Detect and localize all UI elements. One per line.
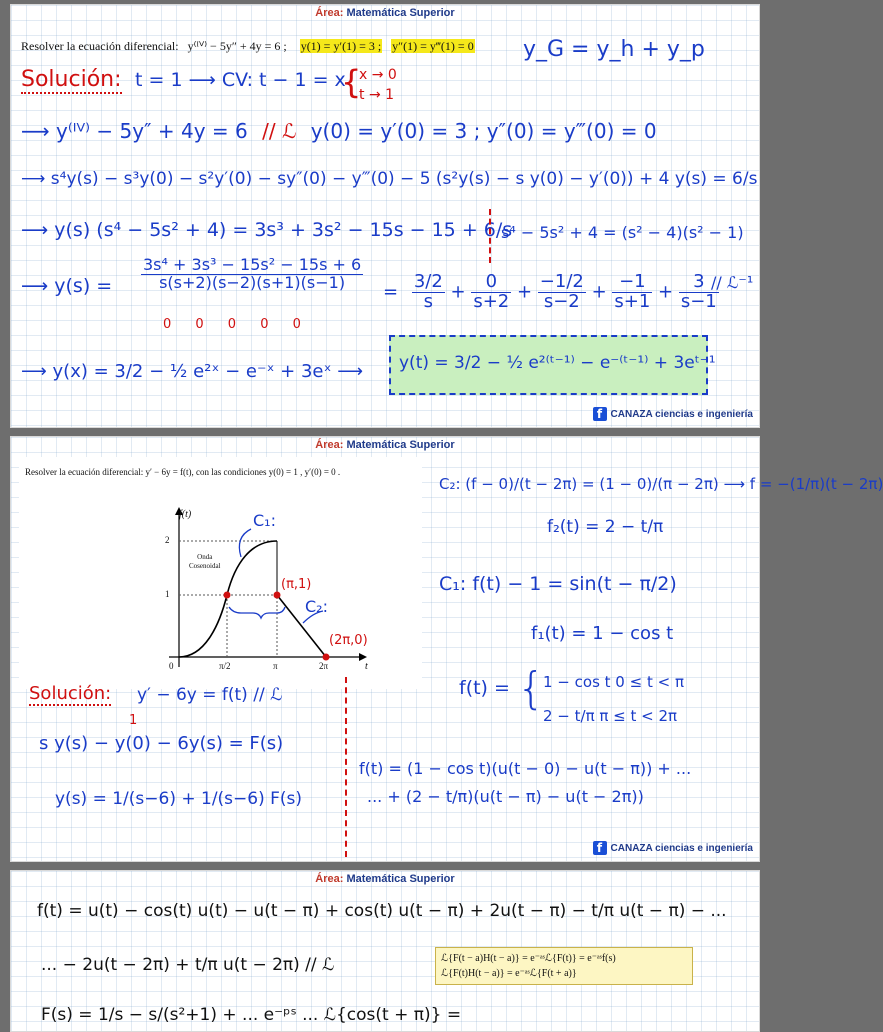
c2-equation: C₂: (f − 0)/(t − 2π) = (1 − 0)/(π − 2π) ⟶ f = −(1/π)(t − 2π): [439, 475, 883, 493]
general-solution: y_G = y_h + y_p: [523, 37, 705, 62]
brand-footer: f CANAZA ciencias e ingeniería: [593, 407, 753, 421]
facebook-icon: f: [593, 407, 607, 421]
area-header: Área: Matemática Superior: [315, 439, 455, 451]
function-graph: [19, 457, 422, 689]
y-axis-label: f(t): [179, 509, 192, 520]
sol-equation: y′ − 6y = f(t) // ℒ: [137, 685, 283, 705]
solucion-label: Solución:: [21, 67, 122, 92]
final-answer-box: [389, 335, 716, 395]
ft-expanded-1: f(t) = u(t) − cos(t) u(t) − u(t − π) + cos(t) u(t − π) + 2u(t − π) − t/π u(t − π) − ...: [37, 901, 727, 921]
tick-y-1: 1: [165, 589, 170, 599]
f2-equation: f₂(t) = 2 − t/π: [547, 517, 664, 537]
factor-side: s⁴ − 5s² + 4 = (s² − 4)(s² − 1): [501, 223, 744, 242]
brace-annotation: [229, 607, 285, 618]
ft-step-2: ... + (2 − t/π)(u(t − π) − u(t − 2π)): [367, 787, 644, 806]
c2-label: C₂:: [305, 597, 328, 616]
x-axis-label: t: [365, 661, 368, 672]
piece-2: 2 − t/π π ≤ t < 2π: [543, 707, 678, 725]
ys-label: ⟶ y(s) =: [21, 275, 113, 297]
solucion-label: Solución:: [29, 683, 112, 704]
ode-line: ⟶ y⁽ᴵⱽ⁾ − 5y″ + 4y = 6 // ℒ y(0) = y′(0) = 3 ; y″(0) = y‴(0) = 0: [21, 119, 657, 143]
partial-fractions: = $\frac{3/2}{s}$ + $\frac{0}{s+2}$ + $\frac{-1/2}{s-2}$ + $\frac{-1}{s+1}$ + $\frac{3}{s-1}$: [383, 271, 717, 312]
yx-solution: ⟶ y(x) = 3/2 − ½ e²ˣ − e⁻ˣ + 3eˣ ⟶: [21, 361, 363, 382]
x-axis-arrow: [359, 653, 367, 661]
f1-equation: f₁(t) = 1 − cos t: [531, 623, 674, 644]
tick-x-2pi: 2π: [319, 661, 329, 671]
area-header: Área: Matemática Superior: [315, 873, 455, 885]
point-2pi-0: [323, 654, 330, 661]
wave-label: Onda Cosenoidal: [189, 553, 221, 570]
slide-3: [10, 870, 760, 1032]
slide-2: [10, 436, 883, 862]
roots-marks: 0 0 0 0 0: [163, 317, 311, 332]
brand-footer: f CANAZA ciencias e ingeniería: [593, 841, 753, 855]
c1-equation: C₁: f(t) − 1 = sin(t − π/2): [439, 573, 677, 595]
tick-x-0: 0: [169, 661, 174, 671]
laplace-rules-box: ℒ{F(t − a)H(t − a)} = e⁻ᵃˢℒ{F(t)} = e⁻ᵃˢf(s) ℒ{F(t)H(t − a)} = e⁻ᵃˢℒ{F(t + a)}: [435, 947, 693, 985]
ft-expanded-2: ... − 2u(t − 2π) + t/π u(t − 2π) // ℒ: [41, 955, 335, 975]
laplace-step: s y(s) − y(0) − 6y(s) = F(s): [39, 733, 284, 754]
slide-1: [10, 4, 760, 428]
point-label-pi-1: (π,1): [281, 577, 312, 592]
divider-dashed: [489, 209, 491, 263]
point-pi2: [224, 592, 231, 599]
problem-statement: Resolver la ecuación diferencial: y⁽ᴵⱽ⁾ − 5y″ + 4y = 6 ; y(1) = y′(1) = 3 ; y″(1) = y‴(1) = 0: [21, 39, 474, 53]
area-header: Área: Matemática Superior: [315, 7, 455, 19]
change-of-variable: t = 1 ⟶ CV: t − 1 = x: [135, 69, 346, 91]
divider-dashed: [345, 677, 347, 857]
final-answer: y(t) = 3/2 − ½ e²⁽ᵗ⁻¹⁾ − e⁻⁽ᵗ⁻¹⁾ + 3eᵗ⁻¹: [399, 353, 716, 373]
brace: {: [341, 63, 362, 101]
tick-x-pi: π: [273, 661, 278, 671]
tick-x-pi2: π/2: [219, 661, 231, 671]
graph-panel: [19, 457, 422, 689]
piecewise-brace: {: [517, 663, 545, 714]
c1-label: C₁:: [253, 511, 276, 530]
ic-mark: 1: [129, 713, 138, 728]
inverse-laplace-tag: // ℒ⁻¹: [711, 273, 754, 292]
point-pi-1: [274, 592, 281, 599]
limit-x: x → 0: [359, 67, 397, 83]
ys-equation: y(s) = 1/(s−6) + 1/(s−6) F(s): [55, 789, 303, 809]
facebook-icon: f: [593, 841, 607, 855]
factor-line: ⟶ y(s) (s⁴ − 5s² + 4) = 3s³ + 3s² − 15s − 15 + 6/s: [21, 219, 513, 241]
piecewise-label: f(t) =: [459, 677, 510, 699]
point-label-2pi-0: (2π,0): [329, 633, 368, 648]
piece-1: 1 − cos t 0 ≤ t < π: [543, 673, 684, 691]
tick-y-2: 2: [165, 535, 170, 545]
ys-fraction: $\frac{\text{3s⁴ + 3s³ − 15s² − 15s + 6}}{s(s+2)(s-2)(s+1)(s-1)}$: [143, 255, 362, 292]
problem-statement: Resolver la ecuación diferencial: y′ − 6y = f(t), con las condiciones y(0) = 1 , y′(0) = 0 .: [25, 467, 341, 477]
laplace-line: ⟶ s⁴y(s) − s³y(0) − s²y′(0) − sy″(0) − y‴(0) − 5 (s²y(s) − s y(0) − y′(0)) + 4 y(s) = 6/s: [21, 169, 758, 189]
fs-line: F(s) = 1/s − s/(s²+1) + ... e⁻ᵖˢ ... ℒ{cos(t + π)} =: [41, 1005, 462, 1025]
ft-step-1: f(t) = (1 − cos t)(u(t − 0) − u(t − π)) + ...: [359, 759, 692, 778]
limit-t: t → 1: [359, 87, 395, 103]
